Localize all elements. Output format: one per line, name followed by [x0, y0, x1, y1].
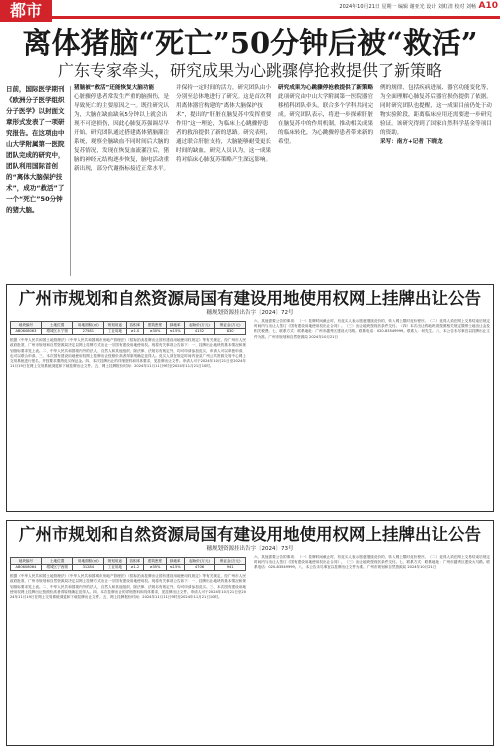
table-cell: 4706: [184, 564, 215, 571]
article-headline: 离体猪脑“死亡”50分钟后被“救活”: [22, 26, 478, 60]
table-header-row: [11, 322, 246, 329]
table-header: 保证金(万元): [215, 322, 246, 329]
notice-right-column: [254, 319, 490, 508]
land-auction-notice-73: [6, 520, 494, 746]
page-number: A10: [478, 1, 498, 11]
notice-text: [254, 319, 490, 340]
paragraph: 此项研究由中山大学附属第一医院器官移植科团队牵头，联合多个学科共同完成。研究团队表示，将进一步探索肝脏在脑复苏中的作用机制，推动相关成果的临床转化，为心跳骤停患者带来新的希望。: [278, 94, 374, 145]
table-cell: 31284: [73, 564, 104, 571]
table-header: 起始价(万元): [184, 558, 215, 565]
table-header: 绿地率: [166, 322, 184, 329]
table-header: 规划用途: [104, 322, 126, 329]
parcel-table: [10, 557, 246, 571]
notice-number: 穗规划资源挂出告字〔2024〕73号: [206, 546, 294, 552]
table-header: 建筑密度: [144, 322, 166, 329]
table-cell: 增城区永宁街: [41, 328, 73, 335]
table-cell: 工业用地: [104, 328, 126, 335]
table-cell: ≥1.2: [126, 564, 144, 571]
table-header: 土地位置: [41, 558, 73, 565]
section-tag: 都市: [0, 0, 52, 22]
page-header: [0, 0, 500, 22]
notice-title: 广州市规划和自然资源局国有建设用地使用权网上挂牌出让公告: [19, 525, 481, 544]
table-cell: 27581: [73, 328, 104, 335]
table-cell: ≥30%: [144, 328, 166, 335]
notice-left-column: [10, 555, 246, 742]
table-cell: 4152: [184, 328, 215, 335]
table-header: 用地面积(㎡): [73, 558, 104, 565]
paragraph: 根据《中华人民共和国土地管理法》《中华人民共和国城市房地产管理法》《招标拍卖挂牌出让国有建设用地使用权规定》等有关规定，经广州市人民政府批准，广州市规划和自然资源局决定以网上挂牌方式出让一宗国有建设用地使用权。现将有关事项公告如下：一、挂牌出让地块的基本情况和规划指标要求见上表。二、中华人民共和国境内外的法人、自然人和其他组织，除法律、法规另有规定外，均可申请参加竞买。三、本次国有建设用地使用权网上挂牌出让按照价高者得原则确定竞得人。四、本次挂牌出让的详细资料和具体要求，见挂牌出让文件。申请人可于2024年10月21日至2024年11月19日在网上交易系统浏览和下载挂牌出让文件。五、网上挂牌报价时间：2024年11月11日9时至2024年11月21日10时。: [10, 574, 246, 599]
table-header-row: [11, 558, 246, 565]
column-divider: [70, 86, 71, 276]
header-rule: [52, 16, 500, 19]
byline: 采写：南方+记者 下晓龙: [380, 139, 443, 145]
table-cell: ≤15%: [166, 564, 184, 571]
notice-number: 穗规划资源挂出告字〔2024〕72号: [206, 310, 294, 316]
land-auction-notice-72: [6, 284, 494, 512]
table-cell: 工业用地: [104, 564, 126, 571]
article-column-2: [74, 84, 170, 280]
notice-right-column: [254, 555, 490, 742]
article-lead-column: 日前，国际医学期刊《欧洲分子医学组织分子医学》以封面文章形式发表了一项研究报告。在这项由中山大学附属第一医院团队完成的研究中，团队利用国际首创的“离体大脑保护技术”，成功“救活”了一个“死亡”50分钟的猪大脑。: [6, 85, 65, 214]
table-cell: AB0608064: [11, 564, 42, 571]
notice-text: [10, 574, 246, 600]
table-row: [11, 564, 246, 571]
table-header: 土地位置: [41, 322, 73, 329]
notice-left-column: [10, 319, 246, 508]
parcel-table: [10, 321, 246, 335]
table-cell: ≤15%: [166, 328, 184, 335]
notice-body: [10, 555, 490, 742]
table-header: 起始价(万元): [184, 322, 215, 329]
table-header: 用地面积(㎡): [73, 322, 104, 329]
table-header: 保证金(万元): [215, 558, 246, 565]
section-subhead: 研究成果为心跳骤停抢救提供了新策略: [278, 85, 374, 91]
notice-title: 广州市规划和自然资源局国有建设用地使用权网上挂牌出让公告: [19, 289, 481, 308]
notice-text: [254, 555, 490, 571]
paragraph: 六、其他需要公告的事项：（一）挂牌时间截止时，有竞买人表示愿意继续竞价的，转入网上限时竞价程序。（二）竞得人须在网上交易结束后规定时间内与出让人签订《国有建设用地使用权出让合同》。（三）出让地块按现状条件交付。七、联系方式：联系地址：广州市越秀区建设大马路。联系电话：020-83549999。八、本公告未尽事宜以挂牌出让文件为准。广州市规划和自然资源局 2024年10月21日: [254, 555, 490, 570]
table-header: 绿地率: [166, 558, 184, 565]
issue-meta: 2024年10月21日 星期一 编辑 谢亚光 设计 刘虹清 校对 刘畅: [339, 4, 476, 10]
table-cell: ≥35%: [144, 564, 166, 571]
table-header: 容积率: [126, 558, 144, 565]
section-subhead: 猪脑被“救活”还能恢复大脑功能: [74, 85, 155, 91]
article-column-4: [278, 84, 374, 280]
article-subheadline: 广东专家牵头，研究成果为心跳骤停抢救提供了新策略: [57, 61, 442, 80]
table-header: 规划用途: [104, 558, 126, 565]
article-column-5: [380, 84, 494, 280]
table-cell: 830: [215, 328, 246, 335]
article-column-3: 并保持一定时间的活力，研究团队由小分别至总体地进行了研究。这是首次利用离体器官构建的“离体大脑保护技术”，提出的“肝脏在脑复苏中发挥重要作用”这一理论，为临床上心跳骤停患者的救治提供了新的思路。研究表明，通过联合肝脏支持，大脑能够耐受更长时间的缺血，研究人员认为，这一成果将对临床心肺复苏策略产生深远影响。: [176, 85, 272, 163]
table-header: 容积率: [126, 322, 144, 329]
table-row: [11, 328, 246, 335]
table-cell: 增城区宁西街: [41, 564, 73, 571]
table-header: 地块编号: [11, 322, 42, 329]
paragraph: 心脏骤停患者常发生严重的脑损伤，是导致死亡的主要原因之一。既往研究认为，大脑在缺血缺氧5分钟以上就会出现不可逆损伤，因此心肺复苏强调尽早开始。研究团队通过搭建离体猪脑灌注系统，观察全脑缺血不同时间后大脑的复苏情况，发现在恢复血流灌注后，猪脑的神经元结构逐步恢复，脑电活动重新出现，部分代谢指标接近正常水平。: [74, 94, 170, 172]
paragraph: 六、其他需要公告的事项：（一）挂牌时间截止时，有竞买人表示愿意继续竞价的，转入网上限时竞价程序。（二）竞得人须在网上交易结束后规定时间内与出让人签订《国有建设用地使用权出让合同》。（三）出让地块按现状条件交付。（四）本次出让的地块须按照相关规定缴纳土地出让金及相关税费。七、联系方式：联系地址：广州市越秀区建设大马路。联系电话：020-83549999。联系人：何先生。八、本公告未尽事宜以挂牌出让文件为准。广州市规划和自然资源局 2024年10月21日: [254, 319, 490, 339]
table-cell: AB0608063: [11, 328, 42, 335]
notice-body: [10, 319, 490, 508]
table-header: 地块编号: [11, 558, 42, 565]
table-cell: ≥1.0: [126, 328, 144, 335]
article-body: [6, 84, 494, 280]
notice-text: [10, 338, 246, 369]
paragraph: 根据《中华人民共和国土地管理法》《中华人民共和国城市房地产管理法》《招标拍卖挂牌出让国有建设用地使用权规定》等有关规定，经广州市人民政府批准，广州市规划和自然资源局决定以网上挂牌方式出让一宗国有建设用地使用权。现将有关事项公告如下：一、挂牌出让地块的基本情况和规划指标要求见上表。二、中华人民共和国境内外的法人、自然人和其他组织，除法律、法规另有规定外，均可申请参加竞买，申请人可以单独申请，也可以联合申请。三、本次国有建设用地使用权网上挂牌出让按照价高者得原则确定竞得人。竞买人须在规定时间内登录广州公共资源交易中心网上交易系统进行报名，并按要求缴纳竞买保证金。四、本次挂牌出让的详细资料和具体要求，见挂牌出让文件。申请人可于2024年10月21日至2024年11月19日在网上交易系统浏览和下载挂牌出让文件。五、网上挂牌报价时间：2024年11月11日9时至2024年11月21日10时。: [10, 338, 246, 369]
table-header: 建筑密度: [144, 558, 166, 565]
paragraph: 例的规律，包括疾病进展、器官功能变化等，为全面理解心肺复苏后器官损伤提供了依据。同时研究团队也提醒，这一成果目前仍处于动物实验阶段，距离临床应用还需要进一步研究验证。该研究得到了国家自然科学基金等项目的资助。: [380, 85, 492, 136]
table-cell: 941: [215, 564, 246, 571]
